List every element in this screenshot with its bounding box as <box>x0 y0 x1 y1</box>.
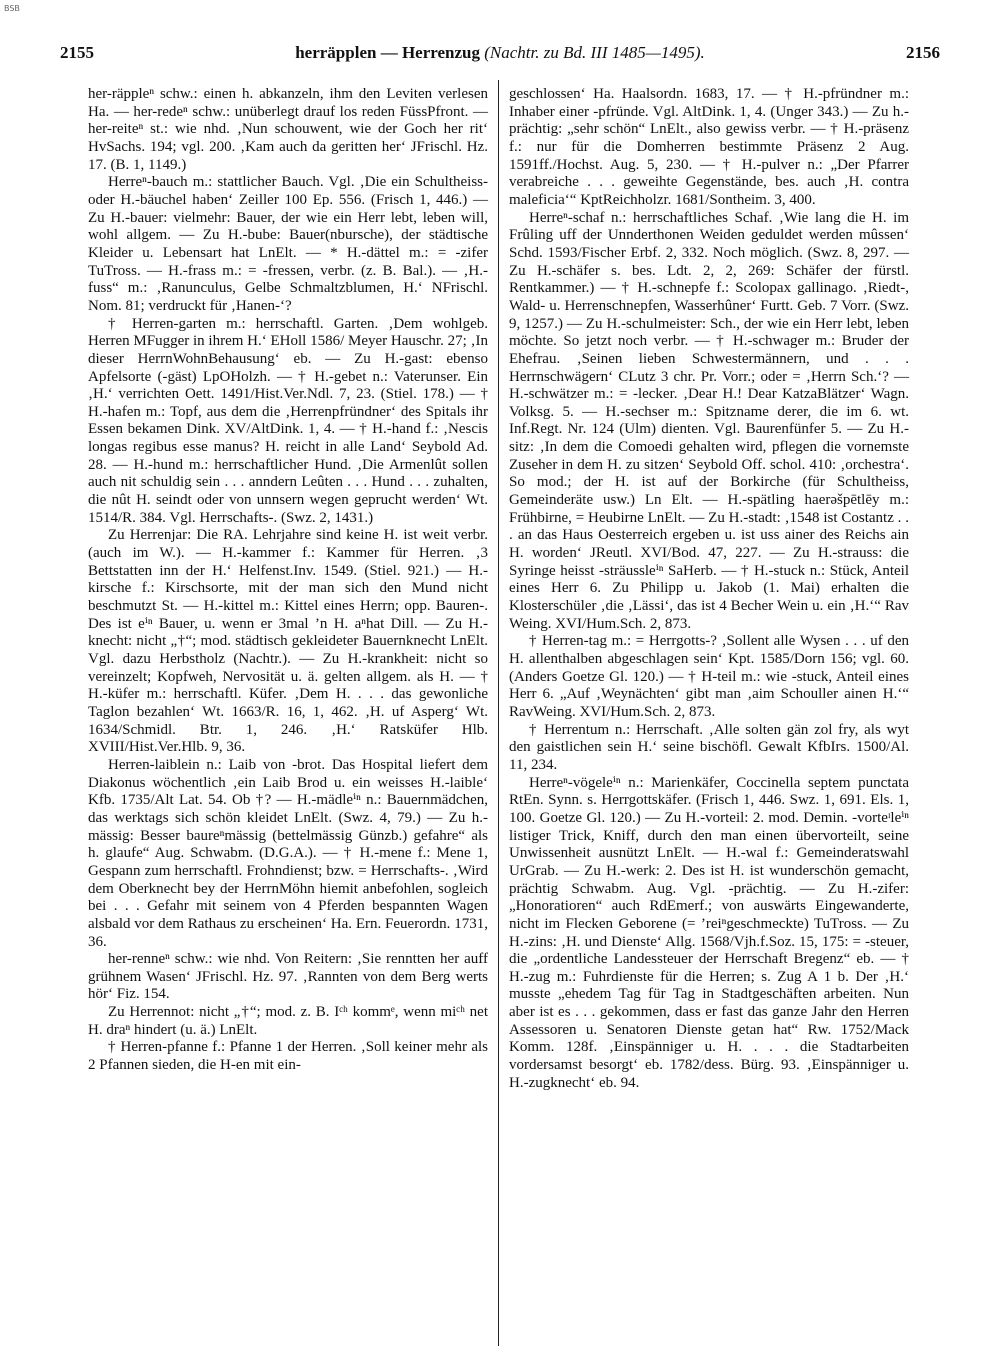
dictionary-entry: † Herrentum n.: Herrschaft. ‚Alle solten gän zol fry, als wyt den gaistlichen sein H.‘ seine bischöfl. Gewalt KfbIrs. 1500/Al. 11, 234. <box>509 721 909 773</box>
dictionary-entry: † Herren-garten m.: herrschaftl. Garten. ‚Dem wohlgeb. Herren MFugger in ihrem H.‘ EHoll 1586/ Meyer Hauschr. 27; ‚In dieser HerrnWohnBehausung‘ eb. — Zu H.-gast: ebenso Apfelsorte (-gäst) LpOHolzh. — † H.-gebet n.: Vaterunser. Ein ‚H.‘ verrichten Oett. 1491/Hist.Ver.Ndl. 7, 23. (Stiel. 178.) — † H.-hafen m.: Topf, aus dem die ‚Herrenpfründner‘ des Spitals ihr Essen bekamen Dink. XV/AltDink. 1, 4. — † H.-hand f.: ‚Nescis longas regibus esse manus? H. reicht in alle Land‘ Seybold Ad. 28. — H.-hund m.: herrschaftlicher Hund. ‚Die Armenlût sollen auch nit schuldig sein . . . anndern Leûten . . . Hund . . . zuhalten, die nût H. seindt oder von unnsern wegen geprucht werden‘ Wt. 1514/R. 384. Vgl. Herrschafts-. (Swz. 2, 1431.) <box>88 315 488 526</box>
dictionary-entry: her-renneⁿ schw.: wie nhd. Von Reitern: ‚Sie renntten her auff grühnem Wasen‘ JFrischl. Hz. 97. ‚Rannten von dem Berg werts hör‘ Fiz. 154. <box>88 951 488 1003</box>
running-title-headwords: herräpplen — Herrenzug <box>295 43 480 62</box>
page-number-left: 2155 <box>60 43 94 62</box>
dictionary-entry: † Herren-pfanne f.: Pfanne 1 der Herren. ‚Soll keiner mehr als 2 Pfannen sieden, die H-en mit ein- <box>88 1039 488 1074</box>
dictionary-entry: Herreⁿ-schaf n.: herrschaftliches Schaf. ‚Wie lang die H. im Frûling uff der Unnderthonen Weiden geduldet werden mûssen‘ Schd. 1593/Fischer Erbf. 2, 332. Noch möglich. (Swz. 8, 297. — Zu H.-schäfer s. bes. Ldt. 2, 2, 269: Schäfer der fürstl. Rentkammer.) — † H.-schnepfe f.: Scolopax gallinago. ‚Riedt-, Wald- u. Herrenschnepfen, Wasserhûner‘ Furtt. Geb. 7 Vorr. (Swz. 9, 1257.) — Zu H.-schulmeister: Sch., der wie ein Herr lebt, leben möchte. So jetzt noch verbr. — † H.-schwager m.: Bruder der Ehefrau. ‚Seinen lieben Schwestermännern, und . . . Herrnschwägern‘ CLutz 3 chr. Pr. Vorr.; oder = ‚Herrn Sch.‘? — H.-schwätzer m.: = -lecker. ‚Dear H.! Dear KatzaBlätzer‘ Wagn. Volksg. 5. — H.-sechser m.: Spitzname derer, die im 6. wt. Inf.Regt. Nr. 124 (Ulm) dienten. Vgl. Baurenfünfer 5. — Zu H.-sitz: ‚In dem die Comoedi gehalten wird, pflegen die vornemste Zuseher in dem H. zu sitzen‘ Seybold Off. schol. 410: ‚orchestra‘. So mod.; der H. ist auf der Borkirche (für Schultheiss, Gemeinderäte usw.) Ln Elt. — H.-spätling haerəšpētlēy m.: Frühbirne, = Heubirne LnElt. — Zu H.-stadt: ‚1548 ist Costantz . . . an das Haus Oesterreich ergeben u. ist uss ainer des Reichs ain H. worden‘ JReutl. XVI/Bod. 47, 227. — Zu H.-strauss: die Syringe heisst -sträussleⁱⁿ SaHerb. — † H.-stuck n.: Stück, Anteil eines Herr 6. Zu Philipp u. Jakob (1. Mai) erhalten die Klosterschüler ‚die ‚Lässi‘, das ist 4 Becher Wein u. ein ‚H.‘“ Rav Weing. XVI/Hum.Sch. 2, 873. <box>509 209 909 632</box>
dictionary-entry: † Herren-tag m.: = Herrgotts-? ‚Sollent alle Wysen . . . uf den H. allenthalben abgeschlagen sein‘ Kpt. 1585/Dorn 156; vgl. 60. (Anders Goetze Gl. 120.) — † H-teil m.: wie -stuck, Anteil eines Herr 6. „Auf ‚Weynächten‘ gibt man ‚aim Schouller ainen H.‘“ RavWeing. XVI/Hum.Sch. 2, 873. <box>509 633 909 720</box>
dictionary-entry: her-räppleⁿ schw.: einen h. abkanzeln, ihm den Leviten verlesen Ha. — her-redeⁿ schw.: unüberlegt drauf los reden FüssPfront. — her-reiteⁿ st.: wie nhd. ‚Nun schouwent, wie der Goch her rit‘ HvSachs. 194; vgl. 200. ‚Kam auch da geritten her‘ JFrischl. Hz. 17. (B. 1, 1149.) <box>88 86 488 173</box>
dictionary-entry: Zu Herrenjar: Die RA. Lehrjahre sind keine H. ist weit verbr. (auch im W.). — H.-kammer f.: Kammer für Herren. ‚3 Bettstatten inn der H.‘ Helfenst.Inv. 1549. (Stiel. 921.) — H.-kirsche f.: Kirschsorte, mit der man sich den Mund nicht beschmutzt St. — H.-kittel m.: Kittel eines Herrn; opp. Bauren-. Des ist eⁱⁿ Bauer, u. wenn er 3mal ’n H. aⁿhat Dill. — Zu H.-knecht: nicht „†“; mod. städtisch gekleideter Bauernknecht LnElt. Vgl. dazu Herbstholz (Nachtr.). — Zu H.-krankheit: nicht so vereinzelt; Kopfweh, Nervosität u. ä. gelten allgem. als H. — † H.-küfer m.: herrschaftl. Küfer. ‚Dem H. . . . das gewonliche Taglon bezahlen‘ Wt. 1663/R. 16, 1, 462. ‚H. uf Asperg‘ Wt. 1634/Schmidl. Btr. 1, 246. ‚H.‘ Ratsküfer Hlb. XVIII/Hist.Ver.Hlb. 9, 36. <box>88 527 488 756</box>
dictionary-entry: Herren-laiblein n.: Laib von -brot. Das Hospital liefert dem Diakonus wöchentlich ‚ein Laib Brod u. ein weisses H.-laible‘ Kfb. 1735/Alt Lat. 54. Ob †? — H.-mädleⁱⁿ n.: Bauernmädchen, das werktags sich schön kleidet LnElt. (Swz. 4, 79.) — Zu h.-mässig: Besser baureⁿmässig (bettelmässig Günzb.) gefahre“ als h. glaufe“ Aug. Schwabm. (D.G.A.). — † H.-mene f.: Mene 1, Gespann zum herrschaftl. Frohndienst; bzw. = Herrschafts-. ‚Wird dem Oberknecht bey der HerrnMöhn hiemit anbefohlen, sogleich bei . . . Gefahr mit seinem von 4 Pferden bespannten Wagen alsbald vor dem Rathaus zu erscheinen‘ Ha. Ern. Feuerordn. 1731, 36. <box>88 756 488 950</box>
library-corner-mark: BSB <box>4 4 20 13</box>
dictionary-entry: Zu Herrennot: nicht „†“; mod. z. B. Iᶜʰ kommᵉ, wenn miᶜʰ net H. draⁿ hindert (u. ä.) LnElt. <box>88 1004 488 1038</box>
right-column <box>509 86 909 1092</box>
dictionary-entry: geschlossen‘ Ha. Haalsordn. 1683, 17. — † H.-pfründner m.: Inhaber einer -pfründe. Vgl. AltDink. 1, 4. (Unger 343.) — Zu h.-prächtig: „sehr schön“ LnElt., also gewiss verbr. — † H.-präsenz f.: nur für die Domherren bestimmte Präsenz 2 Aug. 1591ff./Hochst. Aug. 5, 230. — † H.-pulver n.: „Der Pfarrer verabreiche . . . geweihte Gegenstände, bes. auch ‚H. contra maleficia‘“ KptReichholzr. 1681/Sontheim. 3, 400. <box>509 86 909 208</box>
left-column <box>88 86 488 1075</box>
dictionary-entry: Herreⁿ-vögeleⁱⁿ n.: Marienkäfer, Coccinella septem punctata RtEn. Synn. s. Herrgottskäfer. (Frisch 1, 446. Swz. 1, 691. Els. 1, 100. Goetze Gl. 120.) — Zu H.-vorteil: 2. mod. Demin. -vorteᶦleⁱⁿ listiger Trick, Kniff, durch den man einen übervorteilt, seine Unwissenheit ausnützt LnElt. — H.-wal f.: Gemeinderatswahl UrGrab. — Zu H.-werk: 2. Des ist H. ist wunderschön gemacht, prächtig Schwabm. Aug. Vgl. -prächtig. — Zu H.-zifer: „Honoratioren“ auch RdEmerf.; von auswärts Eingewanderte, nicht im Flecken Geborene (= ’reiⁿgeschmeckte) TuTross. — Zu H.-zins: ‚H. und Dienste‘ Allg. 1568/Vjh.f.Soz. 15, 175: = -steuer, die „ordentliche Landessteuer der Herrschaft Bregenz“ eb. — † H.-zug m.: Fuhrdienste für die Herren; s. Zug A 1 b. Der ‚H.‘ musste „ehedem Tag für Tag in Stadtgeschäften arbeiten. Nun aber ist es . . . gekommen, dass er fast das ganze Jahr den Herren Assessoren u. Senatoren Dienste getan hat“ Rw. 1752/Mack Komm. 128f. ‚Einspänniger u. H. . . . die Stadtarbeiten vordersamst besorgt‘ eb. 1782/dess. Bürg. 93. ‚Einspänniger u. H.-zugknecht‘ eb. 94. <box>509 774 909 1091</box>
page-number-right: 2156 <box>906 43 940 62</box>
page-header <box>60 43 940 65</box>
running-title-note: (Nachtr. zu Bd. III 1485—1495). <box>484 43 705 62</box>
running-title <box>60 43 940 63</box>
column-divider <box>498 80 499 1346</box>
dictionary-entry: Herreⁿ-bauch m.: stattlicher Bauch. Vgl. ‚Die ein Schultheiss- oder H.-bäuchel haben‘ Zeiller 100 Ep. 556. (Frisch 1, 446.) — Zu H.-bauer: vielmehr: Bauer, der wie ein Herr lebt, leben will, wohl allgem. — Zu H.-bube: Bauer(nbursche), der städtische Kleider u. Lebensart hat LnElt. — * H.-dättel m.: = -zifer TuTross. — H.-frass m.: = -fressen, verbr. (z. B. Bal.). — ‚H.-fuss“ m.: ‚Ranunculus, Gelbe Schmaltzblumen, H.‘ NFrischl. Nom. 81; verdruckt für ‚Hanen-‘? <box>88 174 488 314</box>
